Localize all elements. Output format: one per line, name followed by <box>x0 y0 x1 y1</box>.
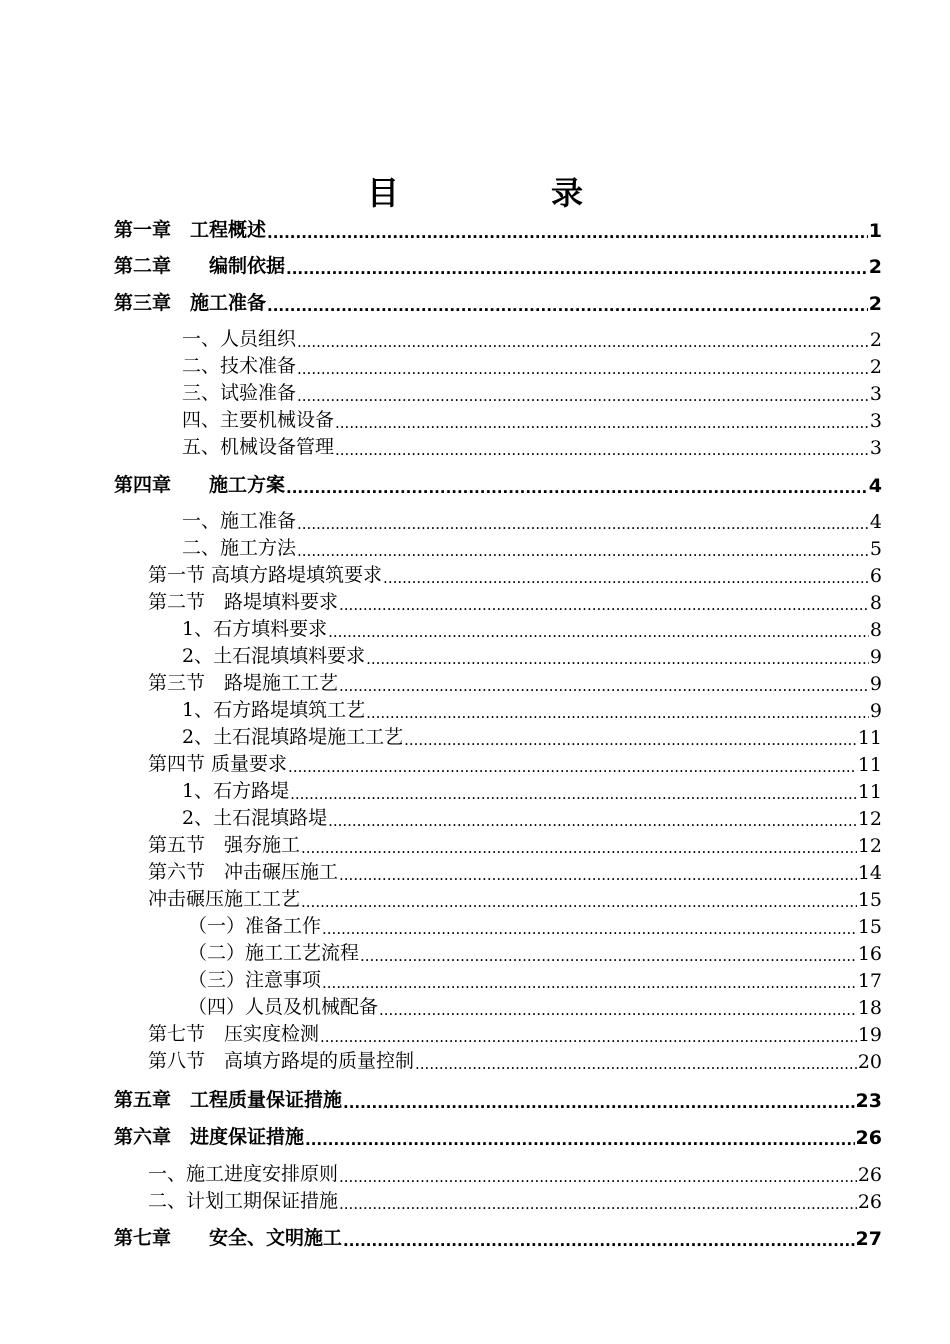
leader-dots <box>322 920 857 938</box>
toc-page-number: 4 <box>868 475 882 497</box>
toc-entry[interactable] <box>148 1047 882 1073</box>
toc-page-number: 1 <box>868 220 882 242</box>
toc-label: 第一章 工程概述 <box>114 219 267 241</box>
toc-entry[interactable] <box>148 858 882 884</box>
leader-dots <box>305 1131 855 1149</box>
toc-entry-chapter[interactable] <box>114 1086 882 1112</box>
leader-dots <box>328 623 869 641</box>
toc-entry[interactable] <box>182 433 882 459</box>
toc-page-number: 15 <box>857 889 882 911</box>
toc-entry[interactable] <box>182 406 882 432</box>
toc-page-number: 12 <box>857 808 882 830</box>
toc-label: 第六章 进度保证措施 <box>114 1126 305 1148</box>
toc-entry[interactable] <box>182 379 882 405</box>
toc-entry[interactable] <box>148 588 882 614</box>
toc-label: 四、主要机械设备 <box>182 409 335 431</box>
toc-entry[interactable] <box>182 615 882 641</box>
toc-label: 1、石方填料要求 <box>182 618 328 640</box>
toc-label: 第一节 高填方路堤填筑要求 <box>148 564 383 586</box>
toc-entry[interactable] <box>148 831 882 857</box>
toc-label: 第四章 施工方案 <box>114 474 286 496</box>
toc-entry[interactable] <box>148 750 882 776</box>
toc-entry-chapter[interactable] <box>114 216 882 242</box>
toc-page-number: 8 <box>869 619 882 641</box>
leader-dots <box>267 224 868 242</box>
toc-entry[interactable] <box>188 912 882 938</box>
leader-dots <box>286 260 868 278</box>
leader-dots <box>286 479 868 497</box>
toc-page-number: 8 <box>869 592 882 614</box>
toc-page-number: 26 <box>857 1191 882 1213</box>
toc-title: 目 录 <box>366 174 643 212</box>
toc-page-number: 19 <box>857 1024 882 1046</box>
leader-dots <box>366 650 869 668</box>
leader-dots <box>339 866 857 884</box>
toc-entry-chapter[interactable] <box>114 252 882 278</box>
toc-label: 五、机械设备管理 <box>182 436 335 458</box>
leader-dots <box>383 569 869 587</box>
toc-label: 三、试验准备 <box>182 382 297 404</box>
toc-page-number: 11 <box>857 781 882 803</box>
toc-label: （四）人员及机械配备 <box>188 996 379 1018</box>
toc-label: 第二节 路堤填料要求 <box>148 591 339 613</box>
toc-label: 第五节 强夯施工 <box>148 834 301 856</box>
toc-page-number: 18 <box>857 997 882 1019</box>
toc-label: 1、石方路堤 <box>182 780 290 802</box>
toc-page-number: 4 <box>869 511 882 533</box>
leader-dots <box>415 1055 857 1073</box>
leader-dots <box>335 414 869 432</box>
toc-entry-chapter[interactable] <box>114 471 882 497</box>
toc-page-number: 11 <box>857 754 882 776</box>
toc-page-number: 14 <box>857 862 882 884</box>
toc-page-number: 2 <box>869 356 882 378</box>
toc-label: （二）施工工艺流程 <box>188 942 360 964</box>
leader-dots <box>360 947 857 965</box>
toc-page-number: 9 <box>869 673 882 695</box>
leader-dots <box>320 1028 857 1046</box>
toc-entry[interactable] <box>148 885 882 911</box>
toc-label: 二、施工方法 <box>182 537 297 559</box>
toc-page-number: 26 <box>855 1127 882 1149</box>
leader-dots <box>366 704 869 722</box>
toc-page-number: 15 <box>857 916 882 938</box>
toc-page-number: 2 <box>868 293 882 315</box>
toc-entry[interactable] <box>182 507 882 533</box>
toc-entry[interactable] <box>148 1187 882 1213</box>
toc-page-number: 27 <box>855 1228 882 1250</box>
leader-dots <box>290 785 857 803</box>
toc-entry[interactable] <box>148 1020 882 1046</box>
toc-page-number: 17 <box>857 970 882 992</box>
toc-label: 二、计划工期保证措施 <box>148 1190 339 1212</box>
toc-entry-chapter[interactable] <box>114 1123 882 1149</box>
toc-entry[interactable] <box>182 352 882 378</box>
toc-page-number: 3 <box>869 437 882 459</box>
toc-label: 冲击碾压施工工艺 <box>148 888 301 910</box>
leader-dots <box>339 1195 857 1213</box>
toc-entry[interactable] <box>188 966 882 992</box>
toc-entry[interactable] <box>182 804 882 830</box>
leader-dots <box>297 387 869 405</box>
leader-dots <box>343 1232 855 1250</box>
toc-label: 2、土石混填路堤施工工艺 <box>182 726 404 748</box>
toc-entry-chapter[interactable] <box>114 1224 882 1250</box>
toc-page-number: 26 <box>857 1164 882 1186</box>
toc-page-number: 20 <box>857 1051 882 1073</box>
leader-dots <box>328 812 857 830</box>
toc-label: 一、施工准备 <box>182 510 297 532</box>
toc-label: 第六节 冲击碾压施工 <box>148 861 339 883</box>
leader-dots <box>297 333 869 351</box>
leader-dots <box>297 515 869 533</box>
toc-label: 第二章 编制依据 <box>114 255 286 277</box>
leader-dots <box>297 360 869 378</box>
toc-entry[interactable] <box>182 325 882 351</box>
toc-label: （一）准备工作 <box>188 915 322 937</box>
toc-entry[interactable] <box>148 561 882 587</box>
toc-label: 一、施工进度安排原则 <box>148 1163 339 1185</box>
toc-entry[interactable] <box>182 642 882 668</box>
toc-page-number: 6 <box>869 565 882 587</box>
toc-label: 一、人员组织 <box>182 328 297 350</box>
toc-label: 第四节 质量要求 <box>148 753 288 775</box>
toc-page-number: 9 <box>869 646 882 668</box>
toc-label: 第五章 工程质量保证措施 <box>114 1089 343 1111</box>
toc-label: 1、石方路堤填筑工艺 <box>182 699 366 721</box>
toc-entry[interactable] <box>148 1160 882 1186</box>
toc-label: 第三节 路堤施工工艺 <box>148 672 339 694</box>
toc-entry[interactable] <box>182 723 882 749</box>
toc-page-number: 23 <box>855 1090 882 1112</box>
toc-page-number: 3 <box>869 383 882 405</box>
leader-dots <box>322 974 857 992</box>
toc-entry[interactable] <box>182 534 882 560</box>
toc-entry-chapter[interactable] <box>114 289 882 315</box>
toc-label: 第七节 压实度检测 <box>148 1023 320 1045</box>
toc-entry[interactable] <box>148 669 882 695</box>
leader-dots <box>379 1001 857 1019</box>
toc-page-number: 16 <box>857 943 882 965</box>
toc-page-number: 11 <box>857 727 882 749</box>
leader-dots <box>339 677 869 695</box>
leader-dots <box>301 893 857 911</box>
toc-label: 第三章 施工准备 <box>114 292 267 314</box>
leader-dots <box>339 596 869 614</box>
toc-label: 第七章 安全、文明施工 <box>114 1227 343 1249</box>
toc-label: 2、土石混填填料要求 <box>182 645 366 667</box>
toc-page-number: 5 <box>869 538 882 560</box>
toc-label: （三）注意事项 <box>188 969 322 991</box>
toc-page-number: 3 <box>869 410 882 432</box>
toc-page-number: 9 <box>869 700 882 722</box>
leader-dots <box>301 839 857 857</box>
leader-dots <box>297 542 869 560</box>
toc-entry[interactable] <box>182 696 882 722</box>
toc-page-number: 12 <box>857 835 882 857</box>
toc-entry[interactable] <box>188 939 882 965</box>
leader-dots <box>288 758 857 776</box>
leader-dots <box>404 731 857 749</box>
leader-dots <box>343 1094 855 1112</box>
leader-dots <box>335 441 869 459</box>
toc-page-number: 2 <box>868 256 882 278</box>
toc-entry[interactable] <box>182 777 882 803</box>
toc-label: 二、技术准备 <box>182 355 297 377</box>
toc-label: 2、土石混填路堤 <box>182 807 328 829</box>
toc-label: 第八节 高填方路堤的质量控制 <box>148 1050 415 1072</box>
leader-dots <box>267 297 868 315</box>
leader-dots <box>339 1168 857 1186</box>
toc-page-number: 2 <box>869 329 882 351</box>
toc-entry[interactable] <box>188 993 882 1019</box>
